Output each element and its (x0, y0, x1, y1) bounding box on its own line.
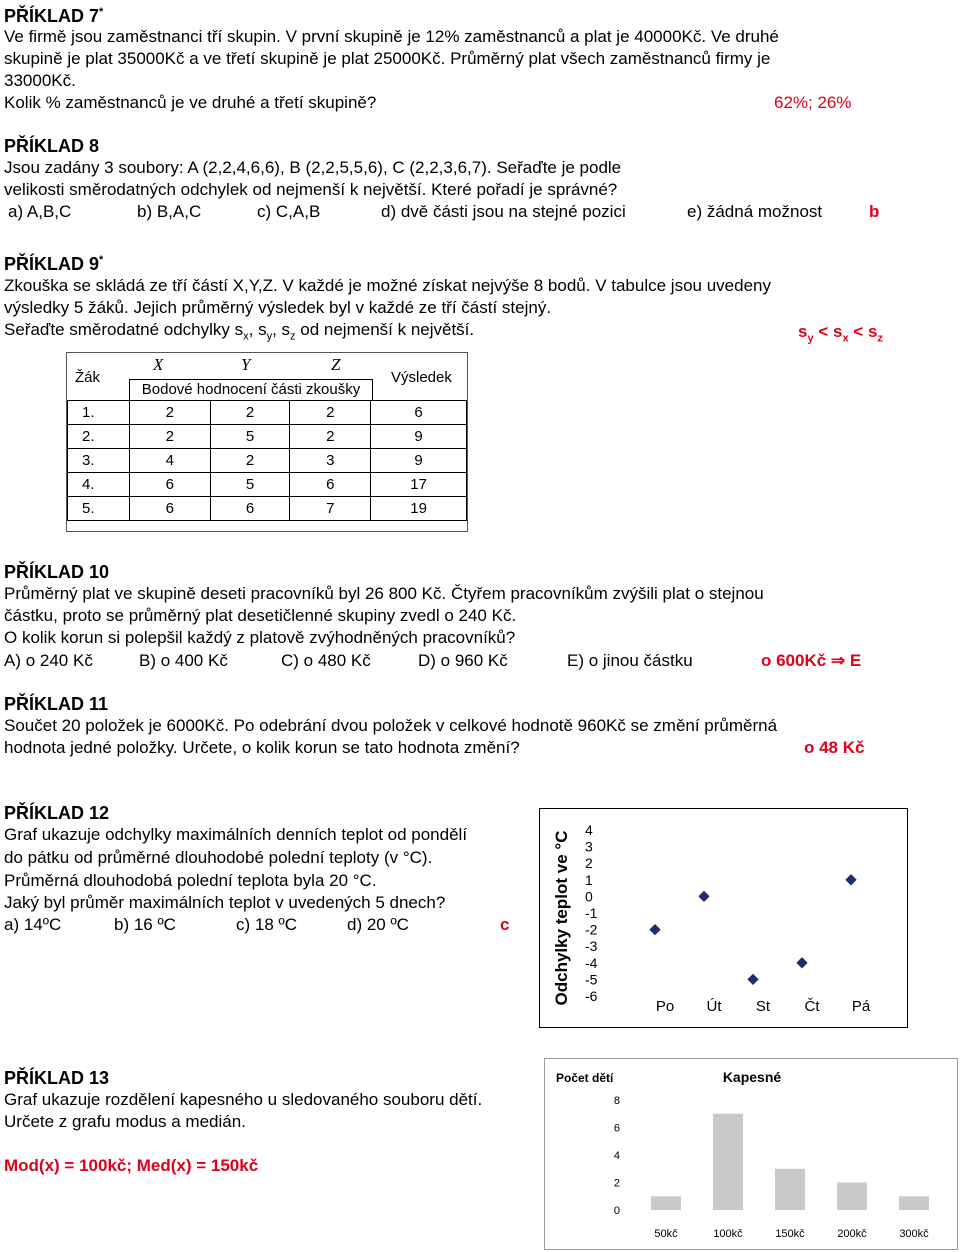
p8-option-c: c) C,A,B (257, 202, 321, 221)
results-table (67, 400, 467, 521)
chart1-category-label: Út (706, 998, 722, 1015)
chart1-tick-label: 4 (585, 822, 593, 838)
chart2-category-label: 150kč (775, 1228, 805, 1240)
table-cell: 6 (290, 473, 371, 497)
table-row (68, 401, 467, 425)
p8-option-e: e) žádná možnost (687, 202, 823, 221)
table-cell: 5 (210, 425, 290, 449)
chart2-tick-label: 2 (613, 1177, 620, 1190)
p7-heading: PŘÍKLAD 7* (4, 6, 104, 26)
table-row (68, 449, 467, 473)
table-cell: 2 (210, 401, 290, 425)
table-cell: 19 (371, 497, 467, 521)
p9-line: Zkouška se skládá ze tří částí X,Y,Z. V každé je možné získat nejvýše 8 bodů. V tabulce jsou uvedeny (4, 276, 771, 295)
p11-heading: PŘÍKLAD 11 (4, 694, 109, 714)
chart1-category-label: Čt (804, 998, 820, 1015)
table-cell: 7 (290, 497, 371, 521)
p10-line: Průměrný plat ve skupině deseti pracovníků byl 26 800 Kč. Čtyřem pracovníkům zvýšili plat o stejnou (4, 584, 764, 603)
chart1-tick-label: 2 (585, 855, 593, 872)
chart1-tick-label: 1 (585, 871, 593, 888)
chart1-tick-label: -4 (585, 954, 598, 971)
p13-line: Graf ukazuje rozdělení kapesného u sledovaného souboru dětí. (4, 1090, 483, 1109)
table-row (68, 497, 467, 521)
p9-line: výsledky 5 žáků. Jejich průměrný výsledek byl v každé ze tří částí stejný. (4, 298, 552, 317)
chart1-tick-label: -5 (585, 971, 598, 988)
table-cell: 6 (129, 497, 210, 521)
table-row (68, 425, 467, 449)
chart1-tick-label: 0 (585, 888, 593, 905)
chart1-tick-label: -3 (585, 938, 598, 955)
table-cell: 3 (290, 449, 371, 473)
p12-option-d: d) 20 ºC (347, 915, 409, 934)
table-cell: 2 (129, 401, 210, 425)
chart1-category-label: Po (655, 998, 675, 1015)
p7-line: 33000Kč. (4, 71, 76, 90)
p11-line: Součet 20 položek je 6000Kč. Po odebrání dvou položek v celkové hodnotě 960Kč se změní průměrná (4, 716, 778, 735)
temperature-deviation-chart (539, 808, 908, 1028)
p9-answer: $s_y < s_x < s_z$ (798, 322, 883, 345)
p10-option-d: D) o 960 Kč (418, 651, 508, 670)
chart2-category-label: 300kč (899, 1228, 929, 1240)
p11-answer: o 48 Kč (804, 738, 865, 757)
col-letter-z: Z (331, 355, 341, 374)
chart1-tick-label: -6 (585, 988, 598, 1004)
p8-option-a: a) A,B,C (8, 202, 72, 221)
p11-line: hodnota jedné položky. Určete, o kolik korun se tato hodnota změní? (4, 738, 520, 757)
p12-option-a: a) 14ºC (4, 915, 62, 934)
chart2-tick-label: 6 (613, 1122, 620, 1135)
table-cell: 2. (68, 425, 130, 449)
p10-question: O kolik korun si polepšil každý z platově zvýhodněných pracovníků? (4, 628, 516, 647)
p10-line: částku, proto se průměrný plat desetičlenné skupiny zvedl o 240 Kč. (4, 606, 517, 625)
p8-option-d: d) dvě části jsou na stejné pozici (381, 202, 626, 221)
chart1-ylabel: Odchylky teplot ve °C (552, 830, 571, 1006)
table-cell: 9 (371, 449, 467, 473)
p8-option-b: b) B,A,C (137, 202, 202, 221)
results-table-frame (66, 352, 468, 532)
chart2-title: Kapesné (722, 1069, 782, 1085)
p12-answer: c (500, 915, 510, 934)
table-cell: 2 (129, 425, 210, 449)
header-result: Výsledek (391, 369, 452, 386)
table-cell: 4 (129, 449, 210, 473)
p10-option-e: E) o jinou částku (567, 651, 693, 670)
chart2-category-label: 100kč (713, 1228, 743, 1240)
p7-line: skupině je plat 35000Kč a ve třetí skupině je plat 25000Kč. Průměrný plat všech zaměstnanců firmy je (4, 49, 771, 68)
p8-heading: PŘÍKLAD 8 (4, 136, 100, 156)
table-cell: 17 (371, 473, 467, 497)
p10-option-a: A) o 240 Kč (4, 651, 93, 670)
table-cell: 5. (68, 497, 130, 521)
table-cell: 9 (371, 425, 467, 449)
chart1-tick-label: -2 (585, 921, 598, 938)
table-cell: 5 (210, 473, 290, 497)
p8-line: velikosti směrodatných odchylek od nejmenší k největší. Které pořadí je správné? (4, 180, 618, 199)
table-cell: 6 (371, 401, 467, 425)
p12-option-c: c) 18 ºC (236, 915, 298, 934)
table-cell: 3. (68, 449, 130, 473)
table-cell: 1. (68, 401, 130, 425)
chart2-bar (837, 1183, 867, 1211)
table-cell: 2 (210, 449, 290, 473)
p7-line: Ve firmě jsou zaměstnanci tří skupin. V první skupině je 12% zaměstnanců a plat je 40000Kč. Ve druhé (4, 27, 779, 46)
p10-option-b: B) o 400 Kč (139, 651, 228, 670)
chart2-bar (713, 1114, 743, 1210)
chart2-tick-label: 0 (613, 1205, 620, 1217)
chart2-bar (775, 1169, 805, 1210)
col-letter-x: X (153, 355, 164, 374)
p10-option-c: C) o 480 Kč (281, 651, 371, 670)
table-cell: 6 (210, 497, 290, 521)
table-cell: 6 (129, 473, 210, 497)
pocket-money-chart (544, 1058, 958, 1250)
chart2-category-label: 50kč (654, 1228, 678, 1240)
p9-line: Seřaďte směrodatné odchylky $s_x$, $s_y$, $s_z$ od nejmenší k největší. (4, 320, 475, 343)
chart2-ylabel: Počet dětí (556, 1071, 614, 1085)
p12-line: Průměrná dlouhodobá polední teplota byla 20 °C. (4, 871, 377, 890)
table-row (68, 473, 467, 497)
chart1-tick-label: -1 (585, 905, 598, 921)
table-cell: 4. (68, 473, 130, 497)
chart2-bar (651, 1196, 681, 1210)
chart2-category-label: 200kč (837, 1228, 867, 1240)
p12-option-b: b) 16 ºC (114, 915, 176, 934)
table-cell: 2 (290, 401, 371, 425)
chart2-tick-label: 4 (613, 1150, 620, 1162)
p12-line: do pátku od průměrné dlouhodobé polední teploty (v °C). (4, 848, 433, 867)
p7-question: Kolik % zaměstnanců je ve druhé a třetí skupině? (4, 93, 377, 112)
p7-answer: 62%; 26% (774, 93, 852, 112)
header-group: Bodové hodnocení části zkoušky (129, 379, 373, 400)
table-cell: 2 (290, 425, 371, 449)
p10-answer: o 600Kč ⇒ E (761, 651, 862, 670)
p8-answer: b (869, 202, 880, 221)
header-student: Žák (75, 369, 101, 386)
chart2-bar (899, 1196, 929, 1210)
p13-heading: PŘÍKLAD 13 (4, 1068, 110, 1088)
chart1-category-label: Pá (851, 998, 871, 1015)
p12-heading: PŘÍKLAD 12 (4, 803, 110, 823)
p12-line: Jaký byl průměr maximálních teplot v uvedených 5 dnech? (4, 893, 446, 912)
chart1-tick-label: 3 (585, 838, 593, 855)
p12-line: Graf ukazuje odchylky maximálních denních teplot od pondělí (4, 825, 468, 844)
chart1-category-label: St (755, 998, 771, 1015)
p13-line: Určete z grafu modus a medián. (4, 1112, 246, 1131)
p9-heading: PŘÍKLAD 9* (4, 254, 104, 274)
p8-line: Jsou zadány 3 soubory: A (2,2,4,6,6), B (2,2,5,5,6), C (2,2,3,6,7). Seřaďte je podle (4, 158, 622, 177)
p10-heading: PŘÍKLAD 10 (4, 562, 110, 582)
chart2-tick-label: 8 (613, 1095, 620, 1107)
col-letter-y: Y (241, 355, 251, 374)
p13-answer: Mod(x) = 100kč; Med(x) = 150kč (4, 1156, 259, 1175)
